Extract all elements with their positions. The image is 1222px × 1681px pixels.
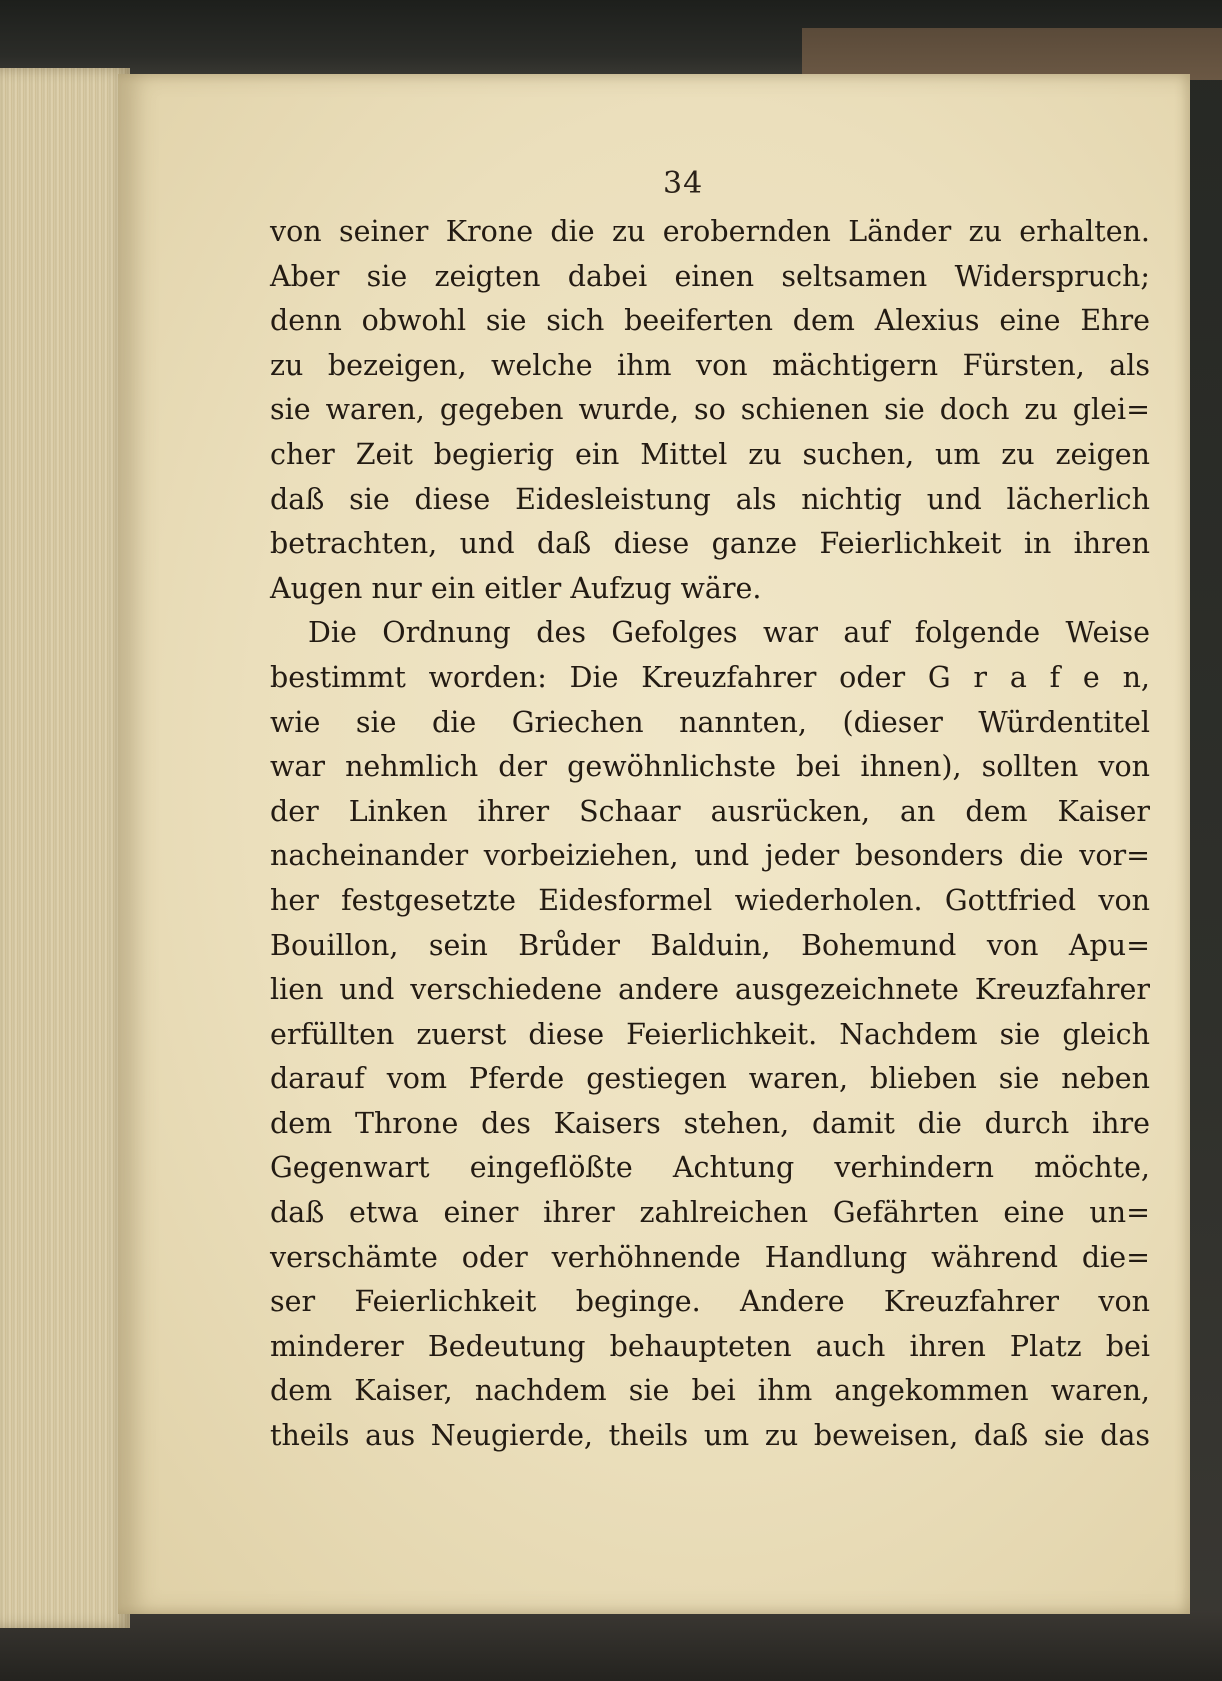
text-line: daß sie diese Eidesleistung als nichtig und lächerlich [270,482,1150,516]
text-line: ser Feierlichkeit beginge. Andere Kreuzfahrer von [270,1285,1150,1319]
text-line: Bouillon, sein Brůder Balduin, Bohemund von Apu= [270,928,1150,962]
text-line: her festgesetzte Eidesformel wiederholen. Gottfried von [270,883,1150,917]
text-line: darauf vom Pferde gestiegen waren, blieben sie neben [270,1062,1150,1096]
body-text [270,210,1150,1459]
text-line: der Linken ihrer Schaar ausrücken, an dem Kaiser [270,794,1150,828]
text-line: sie waren, gegeben wurde, so schienen sie doch zu glei= [270,393,1150,427]
text-line: wie sie die Griechen nannten, (dieser Würdentitel [270,705,1150,739]
text-line: theils aus Neugierde, theils um zu beweisen, daß sie das [270,1419,1150,1453]
text-line: minderer Bedeutung behaupteten auch ihren Platz bei [270,1329,1150,1363]
text-line: Augen nur ein eitler Aufzug wäre. [270,571,762,605]
text-line: lien und verschiedene andere ausgezeichnete Kreuzfahrer [270,973,1150,1007]
text-line: Gegenwart eingeflößte Achtung verhindern möchte, [270,1151,1150,1185]
text-line: war nehmlich der gewöhnlichste bei ihnen), sollten von [270,750,1150,784]
page-number: 34 [663,166,704,201]
text-line: von seiner Krone die zu erobernden Länder zu erhalten. [270,215,1150,248]
text-line: betrachten, und daß diese ganze Feierlichkeit in ihren [270,527,1150,561]
text-line: verschämte oder verhöhnende Handlung während die= [270,1240,1150,1274]
book-cover-leather [802,28,1222,80]
page-edges [0,68,130,1628]
text-line: dem Kaiser, nachdem sie bei ihm angekommen waren, [270,1374,1150,1408]
text-line: cher Zeit begierig ein Mittel zu suchen, um zu zeigen [270,437,1150,471]
text-line: Die Ordnung des Gefolges war auf folgende Weise [308,616,1150,650]
text-line: zu bezeigen, welche ihm von mächtigern Fürsten, als [270,348,1150,382]
text-line: bestimmt worden: Die Kreuzfahrer oder G r a f e n, [270,660,1150,694]
text-line: erfüllten zuerst diese Feierlichkeit. Nachdem sie gleich [270,1017,1150,1051]
text-line: denn obwohl sie sich beeiferten dem Alexius eine Ehre [270,304,1150,338]
book-page [118,74,1190,1614]
text-line: Aber sie zeigten dabei einen seltsamen Widerspruch; [270,259,1150,293]
text-line: nacheinander vorbeiziehen, und jeder besonders die vor= [270,839,1150,873]
text-line: dem Throne des Kaisers stehen, damit die durch ihre [270,1106,1150,1140]
text-line: daß etwa einer ihrer zahlreichen Gefährten eine un= [270,1196,1150,1230]
book-cover-bottom [0,1611,1222,1681]
